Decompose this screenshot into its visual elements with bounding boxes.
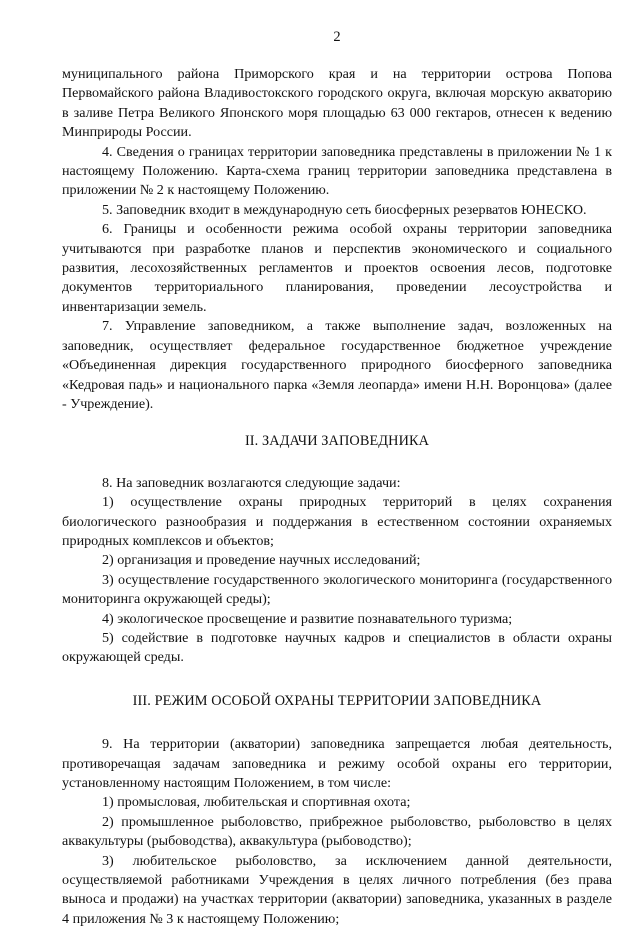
paragraph-6: 6. Границы и особенности режима особой охраны территории заповедника учитываются при разработке планов и перспектив экономического и социального развития, лесохозяйственных регламентов и проектов освоения лесов, подготовке документов территориального планирования, проведении лесоустройства и инвентаризации земель. [62, 221, 612, 315]
section-3-heading: III. РЕЖИМ ОСОБОЙ ОХРАНЫ ТЕРРИТОРИИ ЗАПОВЕДНИКА [132, 692, 542, 709]
intro-paragraph-continuation: муниципального района Приморского края и на территории острова Попова Первомайского района Владивостокского городского округа, включая морскую акваторию в заливе Петра Великого Японского моря площадью 63 000 гектаров, отнесен к ведению Минприроды России. [62, 66, 612, 141]
paragraph-4: 4. Сведения о границах территории заповедника представлены в приложении № 1 к настоящему Положению. Карта-схема границ территории заповедника представлена в приложении № 2 к настоящему Положению. [62, 143, 612, 199]
task-item-2: 2) организация и проведение научных исследований; [102, 552, 421, 569]
paragraph-5: 5. Заповедник входит в международную сеть биосферных резерватов ЮНЕСКО. [102, 201, 587, 218]
page-number: 2 [333, 29, 341, 45]
task-item-1: 1) осуществление охраны природных территорий в целях сохранения биологического разнообразия и поддержания в естественном состоянии охраняемых природных комплексов и объектов; [62, 494, 612, 549]
section-2-heading: II. ЗАДАЧИ ЗАПОВЕДНИКА [244, 433, 430, 450]
prohibition-item-3: 3) любительское рыболовство, за исключением данной деятельности, осуществляемой работниками Учреждения в целях личного потребления (без права выноса и продажи) на участках территории (акватории) заповедника, указанных в разделе 4 приложения № 3 к настоящему Положению; [62, 852, 612, 927]
task-item-4: 4) экологическое просвещение и развитие познавательного туризма; [102, 610, 513, 627]
task-item-3: 3) осуществление государственного экологического мониторинга (государственного мониторинга окружающей среды); [62, 571, 612, 608]
paragraph-8: 8. На заповедник возлагаются следующие задачи: [102, 474, 401, 491]
task-item-5: 5) содействие в подготовке научных кадров и специалистов в области охраны окружающей среды. [62, 629, 612, 666]
prohibition-item-1: 1) промысловая, любительская и спортивная охота; [102, 794, 411, 811]
paragraph-7: 7. Управление заповедником, а также выполнение задач, возложенных на заповедник, осуществляет федеральное государственное бюджетное учреждение «Объединенная дирекция государственного природного биосферного заповедника «Кедровая падь» и национального парка «Земля леопарда» имени Н.Н. Воронцова» (далее - Учреждение). [62, 318, 612, 412]
document-page [62, 28, 612, 929]
paragraph-9: 9. На территории (акватории) заповедника запрещается любая деятельность, противоречащая задачам заповедника и режиму особой охраны его территории, установленному настоящим Положением, в том числе: [62, 736, 612, 791]
prohibition-item-2: 2) промышленное рыболовство, прибрежное рыболовство, рыболовство в целях аквакультуры (рыбоводства), аквакультура (рыбоводство); [62, 813, 612, 850]
